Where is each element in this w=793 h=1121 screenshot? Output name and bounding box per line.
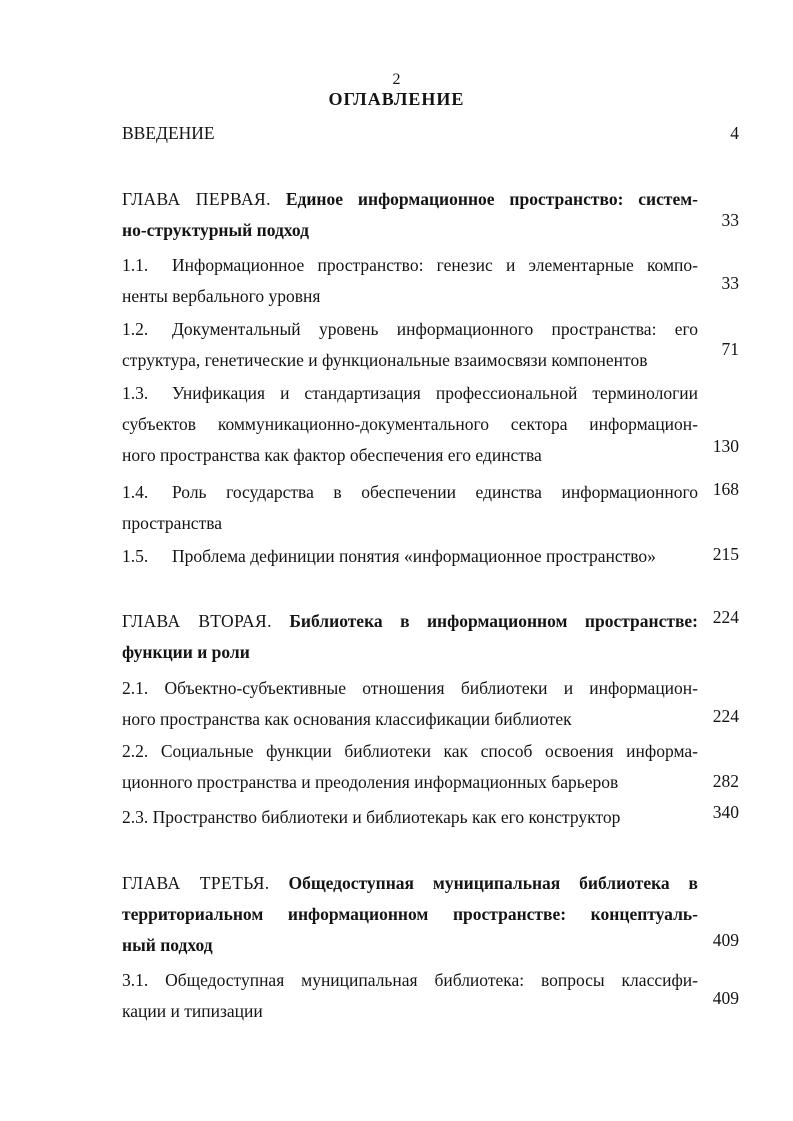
section-title: Унификация и стандартизация профессиональной терминологии: [172, 383, 698, 403]
toc-entry-2-3: [122, 802, 698, 833]
page-title: ОГЛАВЛЕНИЕ: [328, 89, 465, 109]
chapter-title-cont: территориальном информационном пространстве: концептуаль-: [122, 904, 698, 924]
chapter-title-cont: но-структурный подход: [122, 220, 309, 240]
page-ref-1-2: 71: [721, 339, 739, 359]
section-title: Роль государства в обеспечении единства информационного: [172, 482, 698, 502]
section-title-cont: структура, генетические и функциональные взаимосвязи компонентов: [122, 350, 648, 370]
chapter-title-cont: функции и роли: [122, 642, 250, 662]
page-ref-intro: 4: [730, 123, 739, 143]
section-title-cont: субъектов коммуникационно-документального сектора информацион-: [122, 414, 698, 434]
page-ref-2-2: 282: [712, 771, 739, 791]
page-ref-2-3: 340: [712, 802, 739, 822]
section-title: Общедоступная муниципальная библиотека: вопросы классифи-: [165, 970, 698, 990]
section-number: 2.3.: [122, 807, 149, 827]
chapter-title-cont: ный подход: [122, 935, 213, 955]
chapter-title: Общедоступная муниципальная библиотека в: [288, 873, 698, 893]
chapter-title: Единое информационное пространство: систем-: [285, 189, 699, 209]
page-ref-1-5: 215: [712, 544, 739, 564]
toc-entry-1-4: [122, 477, 698, 539]
section-number: 3.1.: [122, 970, 149, 990]
section-title: Объектно-субъективные отношения библиотеки и информацион-: [164, 678, 698, 698]
section-title-cont: кации и типизации: [122, 1001, 263, 1021]
chapter-label: ГЛАВА ПЕРВАЯ.: [122, 189, 271, 209]
toc-entry-1-5: [122, 541, 698, 572]
chapter-label: ГЛАВА ТРЕТЬЯ.: [122, 873, 270, 893]
section-number: 1.5.: [122, 546, 149, 566]
page-ref-chapter-3: 409: [712, 930, 739, 950]
section-number: 2.1.: [122, 678, 149, 698]
section-title: Проблема дефиниции понятия «информационное пространство»: [172, 546, 656, 566]
section-number: 1.1.: [122, 255, 149, 275]
page-ref-1-3: 130: [712, 436, 739, 456]
section-title-cont: ного пространства как фактор обеспечения его единства: [122, 445, 542, 465]
section-title-cont: ненты вербального уровня: [122, 286, 321, 306]
section-title: Документальный уровень информационного пространства: его: [172, 319, 698, 339]
section-number: 1.2.: [122, 319, 149, 339]
toc-entry-intro: [122, 118, 698, 149]
toc-entry-2-2: [122, 736, 698, 798]
toc-entry-2-1: [122, 673, 698, 735]
toc-entry-chapter-2: [122, 606, 698, 668]
page-number: 2: [392, 71, 401, 88]
page-ref-3-1: 409: [712, 988, 739, 1008]
toc-entry-1-1: [122, 250, 698, 312]
section-title: Информационное пространство: генезис и элементарные компо-: [172, 255, 698, 275]
section-number: 1.4.: [122, 482, 149, 502]
section-title-cont: пространства: [122, 513, 223, 533]
toc-entry-1-3: [122, 378, 698, 471]
section-number: 2.2.: [122, 741, 149, 761]
page-ref-1-1: 33: [721, 273, 739, 293]
section-title: Пространство библиотеки и библиотекарь как его конструктор: [152, 807, 621, 827]
page-ref-chapter-2: 224: [712, 607, 739, 627]
section-title-cont: ного пространства как основания классификации библиотек: [122, 709, 572, 729]
page-ref-chapter-1: 33: [721, 210, 739, 230]
page-ref-1-4: 168: [712, 479, 739, 499]
section-number: 1.3.: [122, 383, 149, 403]
toc-entry-chapter-1: [122, 184, 698, 246]
section-title: Социальные функции библиотеки как способ освоения информа-: [160, 741, 699, 761]
entry-title: ВВЕДЕНИЕ: [122, 123, 215, 143]
toc-entry-3-1: [122, 965, 698, 1027]
toc-entry-chapter-3: [122, 868, 698, 961]
toc-entry-1-2: [122, 314, 698, 376]
chapter-title: Библиотека в информационном пространстве:: [289, 611, 698, 631]
page-ref-2-1: 224: [712, 706, 739, 726]
chapter-label: ГЛАВА ВТОРАЯ.: [122, 611, 272, 631]
section-title-cont: ционного пространства и преодоления информационных барьеров: [122, 772, 619, 792]
